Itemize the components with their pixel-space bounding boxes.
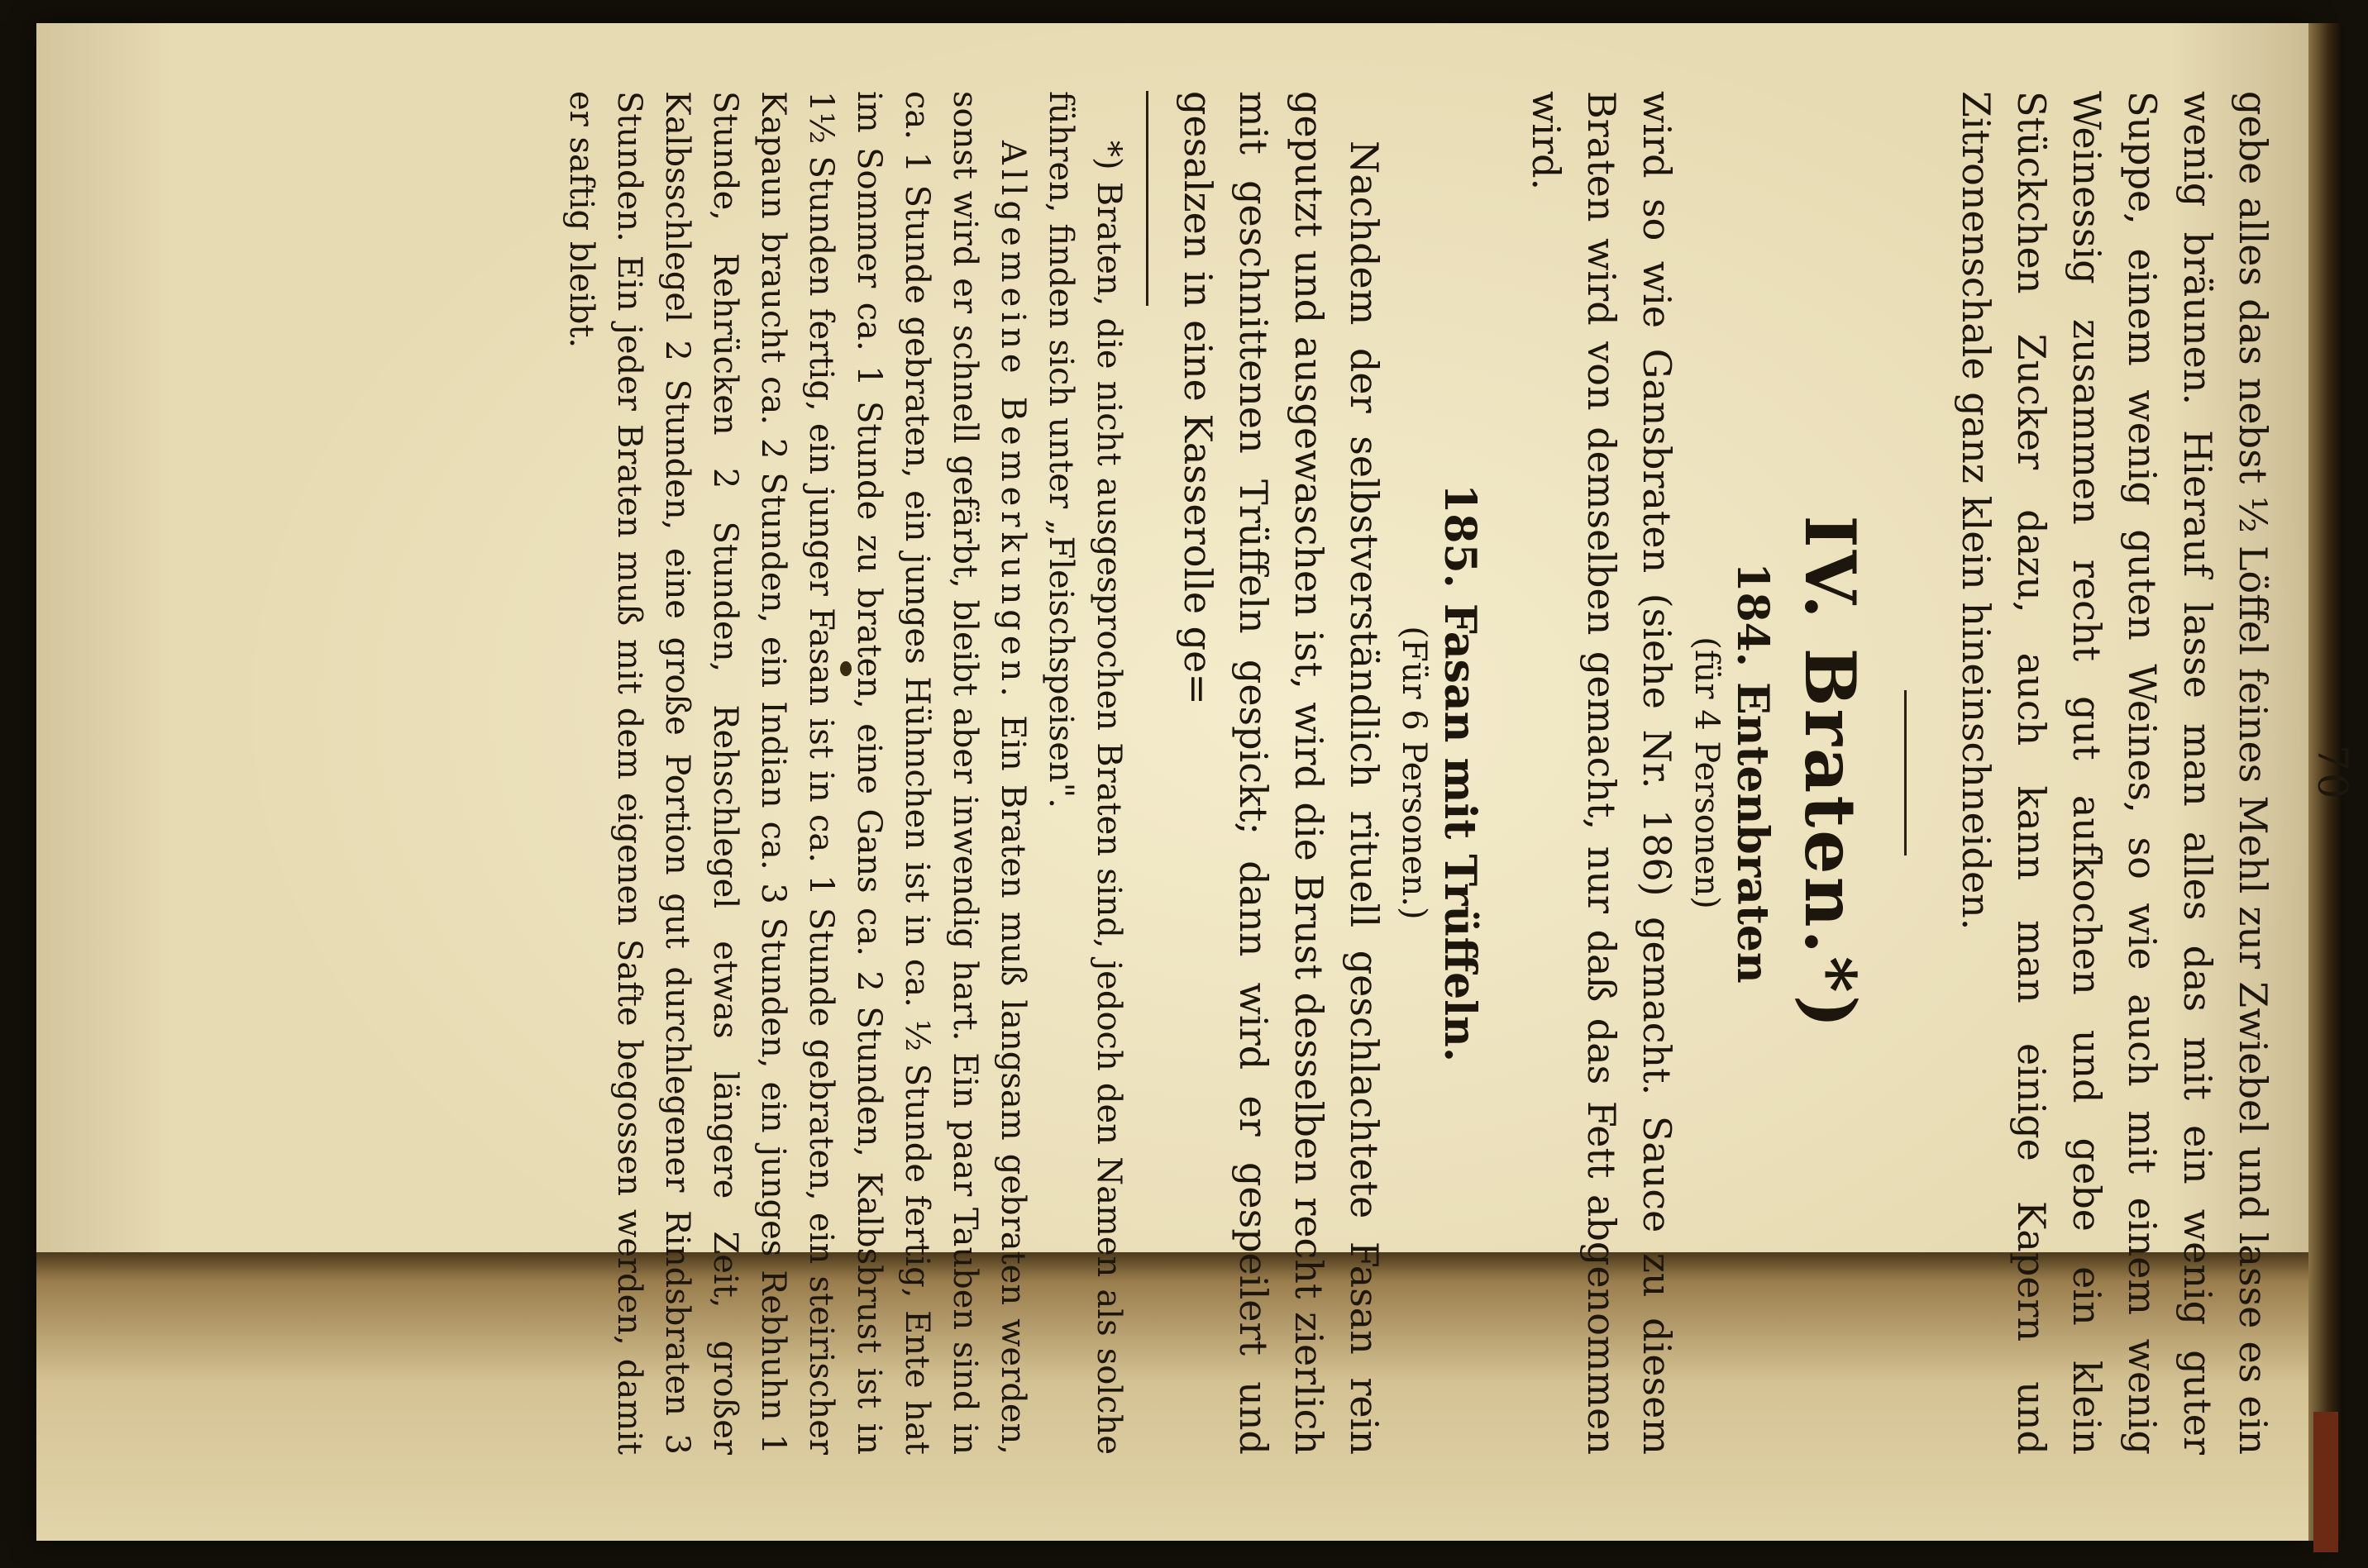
recipe-185-text: Nachdem der selbstverständlich rituell geschlachtete Fasan rein geputzt und ausgewaschen ist, wird die Brust desselben recht zierlich mit geschnittenen Trüffeln gespickt; dann wird er gespeilert und gesalzen in eine Kasserolle ge=: [1176, 91, 1387, 1455]
section-title: IV. Braten.*): [1789, 515, 1871, 1031]
recipe-185-servings: (Für 6 Personen.): [1395, 626, 1433, 920]
intro-paragraph: gebe alles das nebst ½ Löffel feines Mehl zur Zwiebel und lasse es ein wenig bräunen. Hierauf lasse man alles das mit ein wenig guter Suppe, einem wenig guten Weines, so wie auch mit einem wenig Weinessig zusammen recht gut aufkochen und gebe ein klein Stückchen Zucker dazu, auch kann man einige Kapern und Zitronenschale ganz klein hineinschneiden.: [1954, 91, 2275, 1455]
recipe-184-servings: (für 4 Personen): [1688, 636, 1726, 909]
footnote-divider: [1146, 91, 1148, 306]
footnote-heading: Allgemeine Bemerkungen.: [994, 141, 1032, 702]
section-divider: [1904, 690, 1907, 855]
recipe-184-title: 184. Entenbraten: [1727, 562, 1778, 984]
page-number: 70: [2308, 745, 2356, 801]
recipe-184-text: wird so wie Gansbraten (siehe Nr. 186) gemacht. Sauce zu diesem Braten wird von demselben gemacht, nur daß das Fett abgenommen wird.: [1524, 91, 1679, 1455]
footnote-text: Ein Braten muß langsam gebraten werden, sonst wird er schnell gefärbt, bleibt aber inwendig hart. Ein paar Tauben sind in ca. 1 Stunde gebraten, ein junges Hühnchen ist in ca. ½ Stunde fertig, Ente hat im Sommer ca. 1 Stunde zu braten, eine Gans ca. 2 Stunden, Kalbsbrust ist in 1½ Stunden fertig, ein junger Fasan ist in ca. 1 Stunde gebraten, ein steirischer Kapaun braucht ca. 2 Stunden, ein Indian ca. 3 Stunden, ein junges Rebhuhn 1 Stunde, Rehrücken 2 Stunden, Rehschlegel etwas längere Zeit, großer Kalbsschlegel 2 Stunden, eine große Portion gut durchlegener Rindsbraten 3 Stunden. Ein jeder Braten muß mit dem eigenen Safte begossen werden, damit er saftig bleibt.: [562, 91, 1032, 1455]
footnote-body: [557, 91, 1037, 1455]
recipe-185-title: 185. Fasan mit Trüffeln.: [1435, 484, 1485, 1062]
rotated-page-content: [182, 91, 2356, 1455]
footnote-intro: *) Braten, die nicht ausgesprochen Braten sind, jedoch den Namen als solche führen, finden sich unter „Fleischspeisen".: [1042, 91, 1128, 1455]
text-column: [557, 91, 2297, 1455]
